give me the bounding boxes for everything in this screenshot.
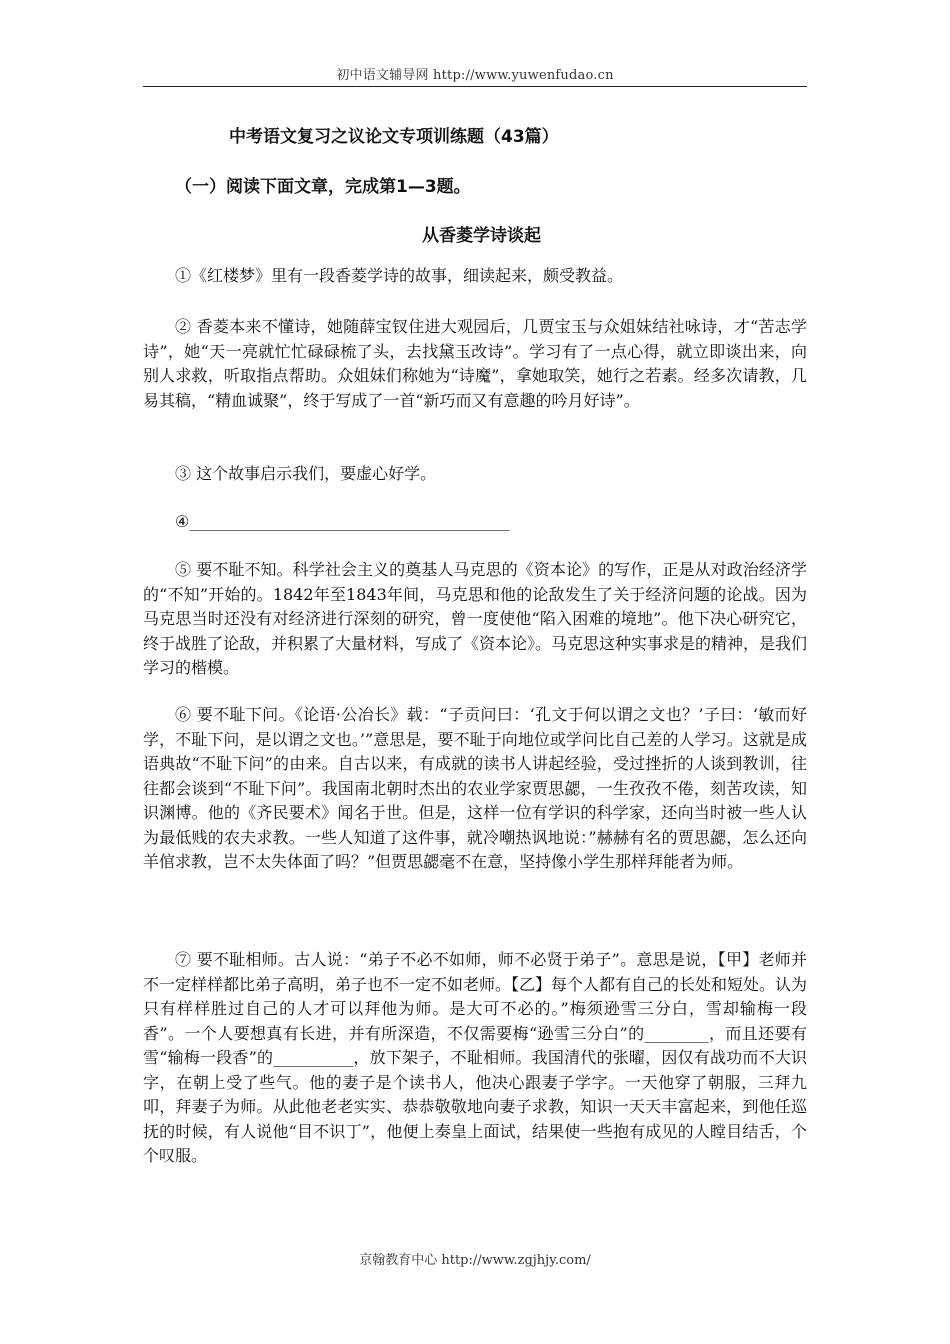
paragraph-1: ①《红楼梦》里有一段香菱学诗的故事，细读起来，颇受教益。: [175, 266, 624, 285]
header-divider: [143, 86, 807, 87]
article-title: 从香菱学诗谈起: [422, 226, 541, 246]
paragraph-4-blank: ④________________________________________: [175, 512, 510, 531]
main-title: 中考语文复习之议论文专项训练题（43篇）: [229, 127, 559, 147]
paragraph-6: ⑥ 要不耻下问。《论语·公冶长》载：“子贡问曰：‘孔文于何以谓之文也？’子曰：‘敏而好学，不耻下问，是以谓之文也。’”意思是，要不耻于向地位或学问比自己差的人学习。这就是成语典故“不耻下问”的由来。自古以来，有成就的读书人讲起经验，受过挫折的人谈到教训，往往都会谈到“不耻下问”。我国南北朝时杰出的农业学家贾思勰，一生孜孜不倦，刻苦攻读，知识渊博。他的《齐民要术》闻名于世。但是，这样一位有学识的科学家，还向当时被一些人认为最低贱的农夫求教。一些人知道了这件事，就冷嘲热讽地说：”赫赫有名的贾思勰，怎么还向羊倌求教，岂不太失体面了吗？”但贾思勰毫不在意，坚持像小学生那样拜能者为师。: [143, 705, 807, 871]
paragraph-5: ⑤ 要不耻不知。科学社会主义的奠基人马克思的《资本论》的写作，正是从对政治经济学的“不知”开始的。1842年至1843年间，马克思和他的论敌发生了关于经济问题的论战。因为马克思当时还没有对经济进行深刻的研究，曾一度使他“陷入困难的境地”。他下决心研究它，终于战胜了论敌，并积累了大量材料，写成了《资本论》。马克思这种实事求是的精神，是我们学习的楷模。: [143, 560, 808, 677]
paragraph-2: ② 香菱本来不懂诗，她随薛宝钗住进大观园后，几贾宝玉与众姐妹结社咏诗，才“苦志学诗”，她“天一亮就忙忙碌碌梳了头，去找黛玉改诗”。学习有了一点心得，就立即谈出来，向别人求救，听取指点帮助。众姐妹们称她为“诗魔”，拿她取笑，她行之若素。经多次请教，几易其稿，“精血诚聚”，终于写成了一首“新巧而又有意趣的吟月好诗”。: [143, 317, 807, 410]
page-footer: 京翰教育中心 http://www.zgjhjy.com/: [359, 1253, 591, 1268]
page-header: 初中语文辅导网 http://www.yuwenfudao.cn: [336, 68, 614, 83]
section-title: （一）阅读下面文章，完成第1—3题。: [175, 177, 471, 197]
paragraph-7: ⑦ 要不耻相师。古人说：“弟子不必不如师，师不必贤于弟子”。意思是说，【甲】老师并不一定样样都比弟子高明，弟子也不一定不如老师。【乙】每个人都有自己的长处和短处。认为只有样样胜过自己的人才可以拜他为师。是大可不必的。”梅须逊雪三分白，雪却输梅一段香”。一个人要想真有长进，并有所深造，不仅需要梅“逊雪三分白”的________，而且还要有雪“输梅一段香”的__________，放下架子，不耻相师。我国清代的张曜，因仅有战功而不大识字，在朝上受了些气。他的妻子是个读书人，他决心跟妻子学字。一天他穿了朝服，三拜九叩，拜妻子为师。从此他老老实实、恭恭敬敬地向妻子求教，知识一天天丰富起来，到他任巡抚的时候，有人说他“目不识丁”，他便上奏皇上面试，结果使一些抱有成见的人瞠目结舌，个个叹服。: [143, 950, 808, 1165]
paragraph-3: ③ 这个故事启示我们，要虚心好学。: [175, 464, 437, 483]
